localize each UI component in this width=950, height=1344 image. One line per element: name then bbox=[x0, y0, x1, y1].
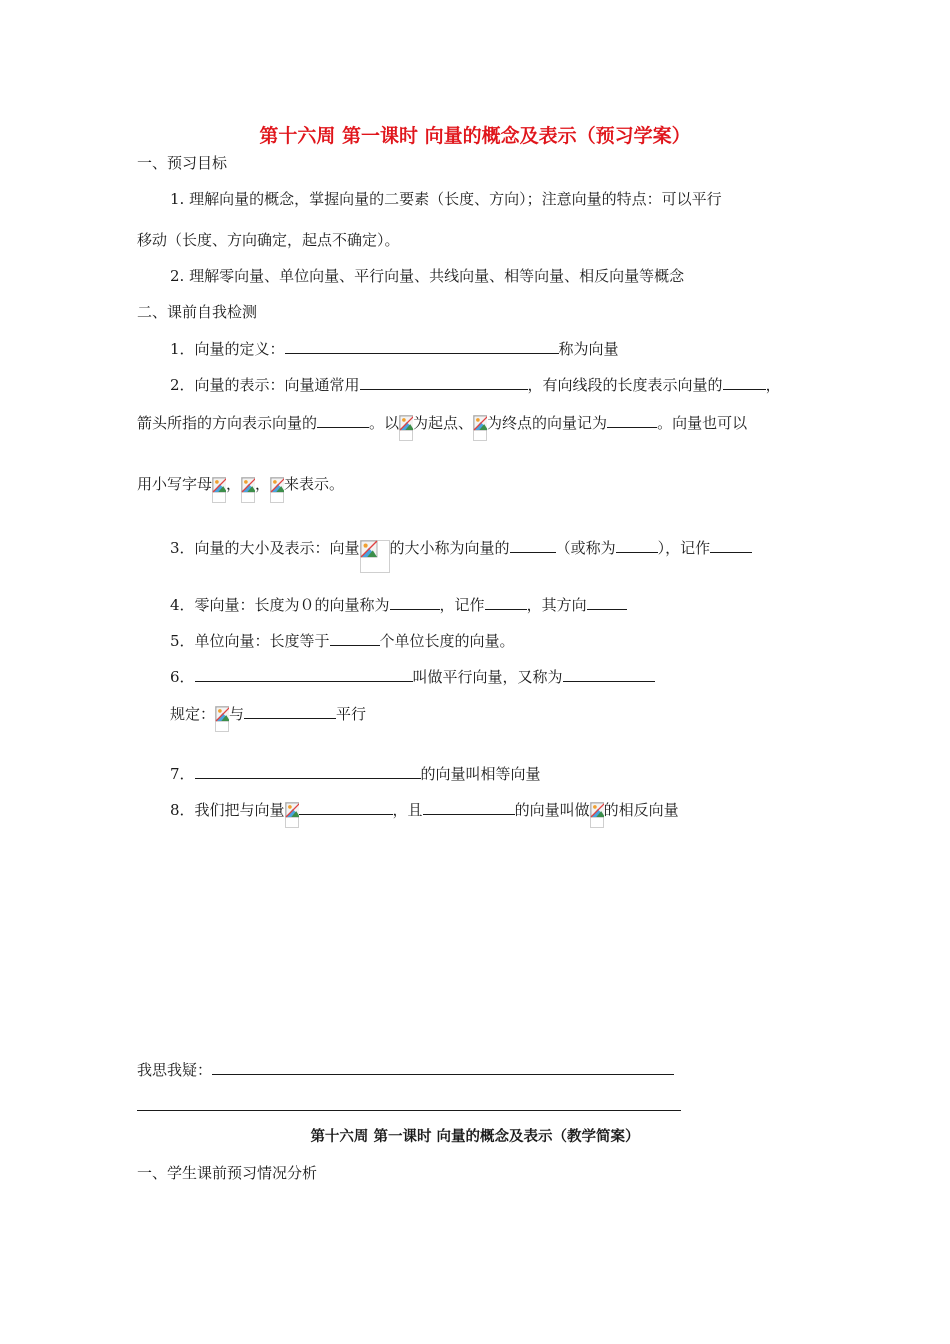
q2-text-e: 。以 bbox=[369, 414, 400, 432]
question-5 bbox=[170, 630, 515, 651]
answer-blank bbox=[330, 630, 380, 646]
q5-text-b: 个单位长度的向量。 bbox=[379, 632, 515, 650]
broken-image-icon bbox=[212, 477, 226, 503]
q2-text-b: ，有向线段的长度表示向量的 bbox=[527, 376, 723, 394]
broken-image-icon bbox=[285, 802, 299, 828]
q4-text-c: ，其方向 bbox=[526, 596, 587, 614]
question-4 bbox=[170, 594, 627, 615]
q5-text-a: 5．单位向量：长度等于 bbox=[170, 632, 330, 650]
answer-blank bbox=[195, 666, 413, 682]
answer-blank bbox=[299, 799, 393, 815]
q6-text-c: 规定： bbox=[170, 705, 216, 723]
goal-1-line-1: 1. 理解向量的概念，掌握向量的二要素（长度、方向）；注意向量的特点：可以平行 bbox=[170, 190, 722, 208]
goal-2: 2. 理解零向量、单位向量、平行向量、共线向量、相等向量、相反向量等概念 bbox=[170, 267, 685, 285]
q3-text-d: ），记作 bbox=[657, 539, 711, 557]
answer-blank bbox=[723, 374, 766, 390]
reflection-label: 我思我疑： bbox=[137, 1061, 213, 1079]
broken-image-icon bbox=[590, 802, 604, 828]
q2-text-f: 为起点、 bbox=[413, 414, 474, 432]
q2-text-h: 。向量也可以 bbox=[657, 414, 748, 432]
q2-text-l: 来表示。 bbox=[284, 475, 345, 493]
section-heading-selfcheck: 二、课前自我检测 bbox=[137, 303, 258, 321]
q2-text-d: 箭头所指的方向表示向量的 bbox=[137, 414, 318, 432]
q2-text-i: 用小写字母 bbox=[137, 475, 213, 493]
answer-blank bbox=[285, 338, 559, 354]
q8-text-a: 8．我们把与向量 bbox=[170, 801, 285, 819]
reflection-line bbox=[137, 1059, 674, 1080]
question-2-line-3 bbox=[137, 474, 344, 503]
q2-text-g: 为终点的向量记为 bbox=[487, 414, 608, 432]
answer-blank bbox=[244, 703, 336, 719]
broken-image-icon bbox=[270, 477, 284, 503]
section-heading-goals: 一、预习目标 bbox=[137, 154, 228, 172]
page-title: 第十六周 第一课时 向量的概念及表示（预习学案） bbox=[259, 125, 691, 147]
broken-image-icon bbox=[473, 415, 487, 441]
answer-blank bbox=[212, 1059, 674, 1075]
q1-prefix: 1．向量的定义： bbox=[170, 340, 285, 358]
question-2-line-1 bbox=[170, 374, 781, 395]
q7-text-b: 的向量叫相等向量 bbox=[420, 765, 541, 783]
q8-text-c: 的向量叫做 bbox=[514, 801, 590, 819]
q3-text-b: 的大小称为向量的 bbox=[389, 539, 510, 557]
answer-blank bbox=[616, 537, 658, 553]
q1-suffix: 称为向量 bbox=[558, 340, 619, 358]
answer-blank bbox=[510, 537, 556, 553]
broken-image-icon bbox=[241, 477, 255, 503]
answer-blank bbox=[317, 412, 369, 428]
q4-text-a: 4．零向量：长度为０的向量称为 bbox=[170, 596, 390, 614]
broken-image-icon bbox=[360, 540, 390, 573]
q6-text-a: 6． bbox=[170, 668, 195, 686]
q4-text-b: ，记作 bbox=[439, 596, 485, 614]
question-7 bbox=[170, 763, 541, 784]
answer-blank bbox=[390, 594, 440, 610]
answer-blank bbox=[607, 412, 657, 428]
question-3 bbox=[170, 537, 752, 573]
answer-blank bbox=[485, 594, 527, 610]
q2-text-a: 2．向量的表示：向量通常用 bbox=[170, 376, 360, 394]
answer-blank bbox=[195, 763, 421, 779]
q3-text-a: 3．向量的大小及表示：向量 bbox=[170, 539, 360, 557]
q2-text-k: ， bbox=[255, 475, 271, 493]
answer-rule bbox=[137, 1110, 681, 1111]
q3-text-c: （或称为 bbox=[555, 539, 616, 557]
question-6-line-1 bbox=[170, 666, 655, 687]
q2-text-c: ， bbox=[765, 376, 781, 394]
section-heading-analysis: 一、学生课前预习情况分析 bbox=[137, 1164, 318, 1182]
broken-image-icon bbox=[399, 415, 413, 441]
q7-text-a: 7． bbox=[170, 765, 195, 783]
question-2-line-2 bbox=[137, 412, 747, 441]
q8-text-b: ，且 bbox=[392, 801, 423, 819]
q6-text-b: 叫做平行向量，又称为 bbox=[412, 668, 563, 686]
q2-text-j: ， bbox=[226, 475, 242, 493]
q8-text-d: 的相反向量 bbox=[603, 801, 679, 819]
broken-image-icon bbox=[215, 706, 229, 732]
answer-blank bbox=[563, 666, 655, 682]
goal-1-line-2: 移动（长度、方向确定，起点不确定）。 bbox=[137, 231, 400, 249]
lesson-plan-title: 第十六周 第一课时 向量的概念及表示（教学简案） bbox=[310, 1128, 640, 1145]
answer-blank bbox=[587, 594, 627, 610]
answer-blank bbox=[423, 799, 515, 815]
answer-blank bbox=[710, 537, 752, 553]
question-1 bbox=[170, 338, 619, 359]
q6-text-d: 与 bbox=[229, 705, 245, 723]
question-8 bbox=[170, 799, 679, 828]
question-6-line-2 bbox=[170, 703, 366, 732]
answer-blank bbox=[360, 374, 528, 390]
q6-text-e: 平行 bbox=[336, 705, 367, 723]
